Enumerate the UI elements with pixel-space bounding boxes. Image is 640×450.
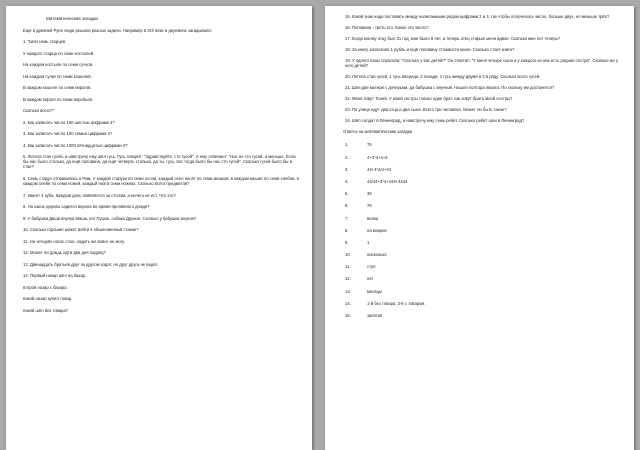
- paragraph: 5. Летела стая гусей, а навстречу ему шёл гусь. Гусь говорит: "Здравствуйте, сто гусей". А ему отвечают: "Нас не сто гусей, а меньше. Если бы нас было столько, да ещё половина, да ещё четверть столька, да ты, гусь, вот тогда было бы нас сто гусей". Сколько гусей было бы в стае?: [23, 154, 296, 170]
- paragraph: 9. У бабушки Даши внучка Маша, кот Пушок, собака Дружок. Сколько у бабушки внуков?: [23, 215, 197, 221]
- paragraph: 22. Меня зовут Толей. У моей сестры только один брат, как зовут брата моей сестры?: [345, 96, 513, 102]
- right-paragraph-list: [343, 14, 622, 123]
- answer-row: [343, 155, 622, 160]
- answer-number: 11.: [345, 264, 351, 270]
- paragraph: 18. За книгу заплатили 1 рубль и ещё половину стоимости книги. Сколько стоит книга?: [345, 47, 515, 52]
- paragraph: В каждом кошеле по семи пирогов.: [23, 85, 92, 90]
- answer-text: 1: [367, 239, 370, 245]
- paragraph: На каждом сучке по семи кошелей.: [23, 73, 92, 79]
- answer-text: 4+4*4+4+4: [367, 154, 388, 160]
- answer-number: 9.: [345, 239, 349, 245]
- paragraph: 13. Двенадцать братьев друг за другом ходят, но друг друга не видят.: [23, 261, 159, 267]
- paragraph: На каждом костыле по семи сучков.: [23, 62, 94, 67]
- answer-row: [343, 203, 622, 208]
- answer-number: 15.: [345, 313, 351, 319]
- answer-row: [343, 313, 622, 318]
- answer-text: 1-й без товара, 2-й с товаром.: [367, 300, 426, 306]
- paragraph: 12. Может ли дождь идти два дня подряд?: [23, 250, 106, 256]
- answer-row: [343, 191, 622, 196]
- answer-text: 76: [367, 142, 372, 148]
- paragraph: 6. Семь старух отправились в Рим. У каждой старухи по семи ослов, каждый осел несёт по семи мешков, в каждом мешке по семи хлебов, в каждом хлебе по семи ножей, каждый нож в семи ножнах. Сколько всего предметов?: [23, 175, 299, 187]
- paragraph: 3. Как записать число 100 семью цифрами 4?: [23, 131, 113, 136]
- paragraph: второй назар с базара.: [23, 284, 68, 290]
- paragraph: Какой шёл без товара?: [23, 307, 69, 313]
- answer-text: месяцы: [367, 288, 382, 294]
- paragraph: 1. "Шли семь старцев.: [23, 39, 67, 44]
- paragraph: 16. Половина - треть его. Какое это число?: [345, 25, 429, 30]
- paragraph: 17. Когда моему отцу был 31 год, мне было 8 лет, а теперь отец старше меня вдвое. Сколько мне лет теперь?: [345, 36, 561, 41]
- answer-text: 44+4*4/4+44: [367, 166, 391, 172]
- answer-text: 36: [367, 191, 372, 197]
- paragraph: 20. Летела стая гусей. 1 гусь впереди, 2 позади, 1 гусь между двумя и 3 в ряду. Сколько всего гусей.: [345, 74, 541, 80]
- answer-row: [343, 289, 622, 294]
- answer-number: 5.: [345, 191, 349, 197]
- answer-row: [343, 142, 622, 147]
- paragraph: Сколько всего?": [23, 108, 55, 113]
- answer-row: [343, 252, 622, 257]
- answer-number: 1.: [345, 142, 349, 148]
- answer-number: 3.: [345, 166, 349, 172]
- answer-number: 8.: [345, 227, 349, 233]
- answer-row: [343, 228, 622, 233]
- left-paragraph-list: [21, 28, 300, 313]
- answer-text: на мокрое: [367, 227, 387, 233]
- answer-row: [343, 276, 622, 281]
- paragraph: 10. Сколько горошин может войти в обыкновенный стакан?: [23, 227, 139, 233]
- document-page-left: [6, 6, 312, 450]
- answer-number: 13.: [345, 288, 351, 294]
- answer-row: [343, 167, 622, 172]
- paragraph: У каждого старца по семи костылей.: [23, 50, 95, 56]
- paragraph: 7. Имеет 4 зуба. Каждый день появляется за столом, а ничего не ест. Что это?: [23, 192, 176, 198]
- answer-number: 12.: [345, 276, 351, 282]
- answers-title: Ответы на математические загадки: [343, 129, 413, 135]
- answer-row: [343, 264, 622, 269]
- paragraph: 15. Какой знак надо поставить между написанными рядом цифрами 2 и 3, так чтобы получилось число, больше двух, но меньше трёх?: [345, 14, 610, 19]
- answer-number: 14.: [345, 300, 351, 306]
- answer-text: стул: [367, 264, 376, 270]
- paragraph: 19. У одного папы спросили: "Сколько у вас детей?" Он ответил: "У меня четыре сына и у каждого из них есть родная сестра". Сколько же у него детей?: [345, 58, 619, 69]
- answer-number: 6.: [345, 203, 349, 209]
- answer-row: [343, 216, 622, 221]
- paragraph: 2. Как записать число 100 шестью цифрами 4?: [23, 119, 115, 125]
- paragraph: 23. По улице идут два отца и два сына. Всего три человека. Может ли быть такое?: [345, 107, 507, 113]
- answer-number: 10.: [345, 252, 351, 258]
- answer-text: запятая: [367, 313, 383, 319]
- document-page-right: [325, 6, 634, 450]
- page-title: Математические загадки: [46, 16, 98, 21]
- answer-text: вилка: [367, 215, 379, 221]
- paragraph: 4. Как записать число 1000 пятнадцатью цифрами 4?: [23, 142, 128, 148]
- answer-number: 4.: [345, 178, 349, 184]
- paragraph: 14. Первый назар шёл на базар,: [23, 273, 87, 279]
- paragraph: Какой назар купил товар,: [23, 296, 73, 302]
- answer-number: 7.: [345, 215, 349, 221]
- paragraph: 21. Шли две матери с дочерьми, да бабушка с внучкой. Нашли полтора пирога. По скольку им достанется?: [345, 85, 555, 91]
- answer-row: [343, 179, 622, 184]
- paragraph: 8. На какое дерево садится ворона во время проливного дождя?: [23, 204, 150, 210]
- answers-list: [343, 142, 622, 318]
- paragraph: 11. На четырёх ногах стою, ходить же вовсе не могу.: [23, 238, 126, 244]
- answer-row: [343, 301, 622, 306]
- answer-text: 44/44+4*4+444+4444: [367, 178, 408, 184]
- paragraph: В каждом пироге по семи воробьев.: [23, 96, 94, 102]
- answer-number: 2.: [345, 154, 349, 160]
- answer-row: [343, 240, 622, 245]
- answer-text: нисколько: [367, 252, 387, 258]
- paragraph: 24. Шёл солдат в Ленинград, а навстречу ему семь ребят. Сколько ребят шли в Ленинград?: [345, 118, 525, 124]
- answer-text: нет: [367, 276, 374, 282]
- answer-text: 76: [367, 203, 372, 209]
- paragraph: Ещё в древней Руси люди решали разные задачи. Например в XIX веке в деревнях загадывали:: [23, 27, 212, 33]
